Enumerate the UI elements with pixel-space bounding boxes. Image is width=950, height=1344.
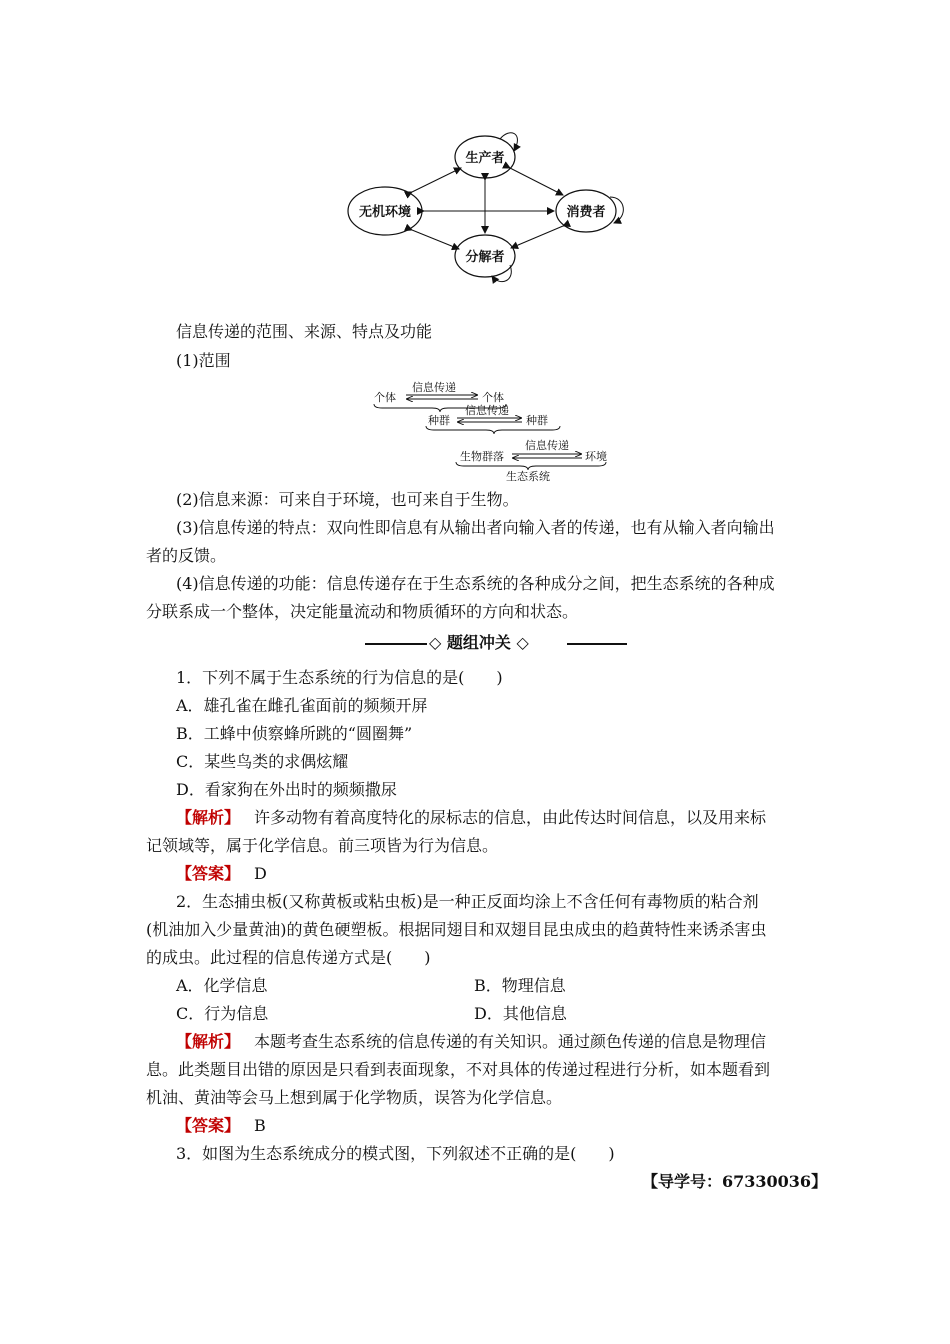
function-line-1: (4)信息传递的功能：信息传递存在于生态系统的各种成分之间，把生态系统的各种成 [176, 574, 775, 593]
q2-analysis-tag: 【解析】 [176, 1032, 241, 1051]
arrow-abiotic-decomposer [412, 230, 459, 249]
banner-rule-right [567, 643, 627, 645]
row3-edge-label: 信息传递 [525, 439, 569, 452]
banner-title: ◇ 题组冲关 ◇ [429, 633, 529, 652]
row3-right: 环境 [585, 450, 607, 463]
q2-option-d: D．其他信息 [474, 1004, 567, 1023]
row1-edge-label: 信息传递 [412, 381, 456, 394]
q1-analysis-text-1: 许多动物有着高度特化的尿标志的信息，由此传达时间信息，以及用来标 [254, 808, 767, 827]
q1-analysis-line-2: 记领域等，属于化学信息。前三项皆为行为信息。 [146, 836, 499, 855]
q2-stem-line-1: 2．生态捕虫板(又称黄板或粘虫板)是一种正反面均涂上不含任何有毒物质的粘合剂 [176, 892, 759, 911]
q1-answer-tag: 【答案】 [176, 864, 241, 883]
q1-answer-value: D [254, 864, 267, 883]
q1-analysis-tag: 【解析】 [176, 808, 241, 827]
section-title: 信息传递的范围、来源、特点及功能 [176, 322, 433, 341]
q2-option-b: B．物理信息 [474, 976, 566, 995]
q1-answer [176, 864, 267, 884]
q1-option-b: B．工蜂中侦察蜂所跳的“圆圈舞” [176, 724, 413, 743]
q2-analysis-line-1 [176, 1032, 766, 1052]
q2-option-c: C．行为信息 [176, 1004, 269, 1023]
q1-option-c: C．某些鸟类的求偶炫耀 [176, 752, 349, 771]
q1-stem: 1．下列不属于生态系统的行为信息的是( ) [176, 668, 503, 687]
row2-edge-label: 信息传递 [465, 404, 509, 417]
decomposer-label: 分解者 [465, 250, 505, 265]
q3-guide-number: 【导学号：67330036】 [642, 1172, 828, 1191]
row2-right: 种群 [526, 414, 548, 427]
q2-stem-line-3: 的成虫。此过程的信息传递方式是( ) [146, 948, 431, 967]
arrow-consumer-decomposer [511, 226, 563, 248]
arrow-abiotic-producer [412, 168, 461, 192]
q2-answer-tag: 【答案】 [176, 1116, 241, 1135]
arrow-producer-consumer [510, 168, 563, 195]
q1-analysis-line-1 [176, 808, 766, 828]
q2-answer [176, 1116, 266, 1136]
q2-analysis-line-2: 息。此类题目出错的原因是只看到表面现象，不对具体的传递过程进行分析，如本题看到 [146, 1060, 771, 1079]
ecosystem-diagram [340, 125, 650, 300]
q3-stem: 3．如图为生态系统成分的模式图，下列叙述不正确的是( ) [176, 1144, 615, 1163]
range-heading: (1)范围 [176, 351, 231, 370]
q2-stem-line-2: (机油加入少量黄油)的黄色硬塑板。根据同翅目和双翅目昆虫成虫的趋黄特性来诱杀害虫 [146, 920, 767, 939]
info-source: (2)信息来源：可来自于环境，也可来自于生物。 [176, 490, 519, 509]
q2-answer-value: B [254, 1116, 266, 1135]
q2-option-a: A．化学信息 [176, 976, 268, 995]
features-line-2: 者的反馈。 [146, 546, 227, 565]
q2-analysis-text-1: 本题考查生态系统的信息传递的有关知识。通过颜色传递的信息是物理信 [254, 1032, 767, 1051]
row3-left: 生物群落 [460, 450, 504, 463]
q1-option-d: D．看家狗在外出时的频频撒尿 [176, 780, 397, 799]
producer-label: 生产者 [465, 151, 505, 166]
abiotic-label: 无机环境 [358, 205, 412, 220]
q1-option-a: A．雄孔雀在雌孔雀面前的频频开屏 [176, 696, 428, 715]
row1-right: 个体 [482, 391, 504, 404]
consumer-label: 消费者 [566, 205, 606, 220]
range-diagram [370, 378, 620, 482]
function-line-2: 分联系成一个整体，决定能量流动和物质循环的方向和状态。 [146, 602, 579, 621]
features-line-1: (3)信息传递的特点：双向性即信息有从输出者向输入者的传递，也有从输入者向输出 [176, 518, 775, 537]
range-bottom: 生态系统 [506, 470, 550, 482]
row1-left: 个体 [374, 391, 396, 404]
q2-analysis-line-3: 机油、黄油等会马上想到属于化学物质，误答为化学信息。 [146, 1088, 563, 1107]
banner-rule-left [365, 643, 427, 645]
row2-left: 种群 [428, 414, 450, 427]
